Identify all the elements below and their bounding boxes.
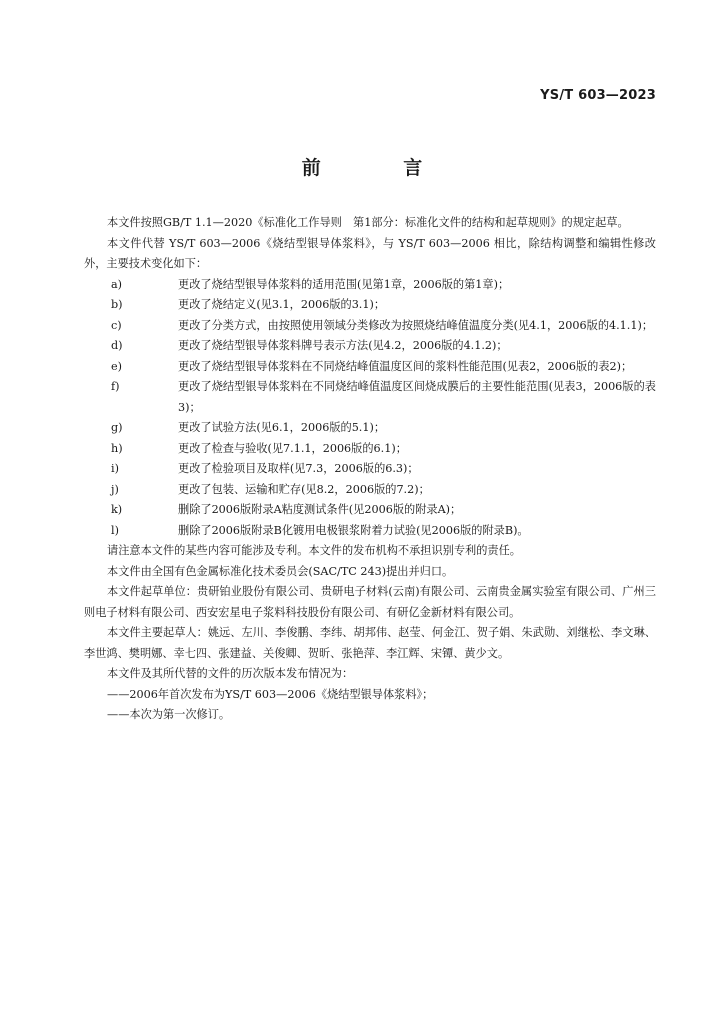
standard-code: YS/T 603—2023 (540, 88, 656, 103)
list-item (84, 500, 656, 521)
list-item-mark: c) (111, 318, 122, 332)
list-item (84, 336, 656, 357)
foreword-body (84, 213, 656, 726)
list-item (84, 377, 656, 418)
list-item-mark: f) (111, 380, 120, 393)
list-item (84, 357, 656, 378)
list-item (84, 295, 656, 316)
paragraph-drafting-rules: 本文件按照GB/T 1.1—2020《标准化工作导则 第1部分：标准化文件的结构和起草规则》的规定起草。 (107, 216, 629, 229)
changes-list (84, 275, 656, 542)
page-title: 前 言 (301, 157, 461, 179)
paragraph-drafting-units: 本文件起草单位：贵研铂业股份有限公司、贵研电子材料(云南)有限公司、云南贵金属实验室有限公司、广州三则电子材料有限公司、西安宏星电子浆料科技股份有限公司、有研亿金新材料有限公司。 (84, 585, 656, 619)
list-item-text: 更改了烧结定义(见3.1，2006版的3.1)； (178, 298, 386, 311)
paragraph-drafters: 本文件主要起草人：姚远、左川、李俊鹏、李纬、胡邦伟、赵莹、何金江、贺子娟、朱武勋、刘继松、李文琳、李世鸿、樊明娜、幸七四、张建益、关俊卿、贺昕、张艳萍、李江辉、宋镡、黄少文。 (84, 626, 656, 660)
list-item-mark: j) (111, 482, 119, 496)
list-item (84, 480, 656, 501)
list-item-mark: h) (111, 441, 123, 455)
list-item-mark: d) (111, 339, 123, 352)
list-item-text: 删除了2006版附录B化镀用电极银浆附着力试验(见2006版的附录B)。 (178, 523, 529, 537)
list-item (84, 418, 656, 439)
list-item-mark: b) (111, 298, 123, 311)
paragraph-replacement: 本文件代替 YS/T 603—2006《烧结型银导体浆料》，与 YS/T 603—2006 相比，除结构调整和编辑性修改外，主要技术变化如下： (84, 236, 656, 270)
list-item-text: 删除了2006版附录A粘度测试条件(见2006版的附录A)； (178, 503, 462, 516)
list-item (84, 459, 656, 480)
list-item-mark: l) (111, 523, 119, 537)
list-item-text: 更改了试验方法(见6.1，2006版的5.1)； (178, 421, 386, 434)
list-item (84, 521, 656, 542)
list-item-text: 更改了烧结型银导体浆料牌号表示方法(见4.2，2006版的4.1.2)； (178, 339, 508, 352)
paragraph-proposer: 本文件由全国有色金属标准化技术委员会(SAC/TC 243)提出并归口。 (107, 564, 454, 578)
list-item (84, 316, 656, 337)
list-item-text: 更改了检查与验收(见7.1.1，2006版的6.1)； (178, 441, 407, 455)
list-item-mark: e) (111, 359, 122, 373)
list-item-text: 更改了检验项目及取样(见7.3，2006版的6.3)； (178, 462, 419, 475)
list-item-mark: i) (111, 462, 119, 475)
list-item-text: 更改了包装、运输和贮存(见8.2，2006版的7.2)； (178, 482, 430, 496)
paragraph-history-intro: 本文件及其所代替的文件的历次版本发布情况为： (107, 667, 354, 680)
history-item: ——本次为第一次修订。 (107, 708, 231, 721)
list-item-mark: k) (111, 503, 123, 516)
list-item-text: 更改了分类方式，由按照使用领域分类修改为按照烧结峰值温度分类(见4.1，2006版的4.1.1)； (178, 318, 654, 332)
history-item: ——2006年首次发布为YS/T 603—2006《烧结型银导体浆料》； (107, 687, 434, 701)
list-item-mark: g) (111, 421, 123, 434)
list-item (84, 275, 656, 296)
list-item-mark: a) (111, 277, 123, 291)
list-item (84, 439, 656, 460)
paragraph-patent-notice: 请注意本文件的某些内容可能涉及专利。本文件的发布机构不承担识别专利的责任。 (107, 544, 521, 557)
list-item-text: 更改了烧结型银导体浆料在不同烧结峰值温度区间烧成膜后的主要性能范围(见表3，2006版的表3)； (178, 380, 656, 414)
list-item-text: 更改了烧结型银导体浆料的适用范围(见第1章，2006版的第1章)； (178, 277, 510, 291)
list-item-text: 更改了烧结型银导体浆料在不同烧结峰值温度区间的浆料性能范围(见表2，2006版的表2)； (178, 359, 633, 373)
